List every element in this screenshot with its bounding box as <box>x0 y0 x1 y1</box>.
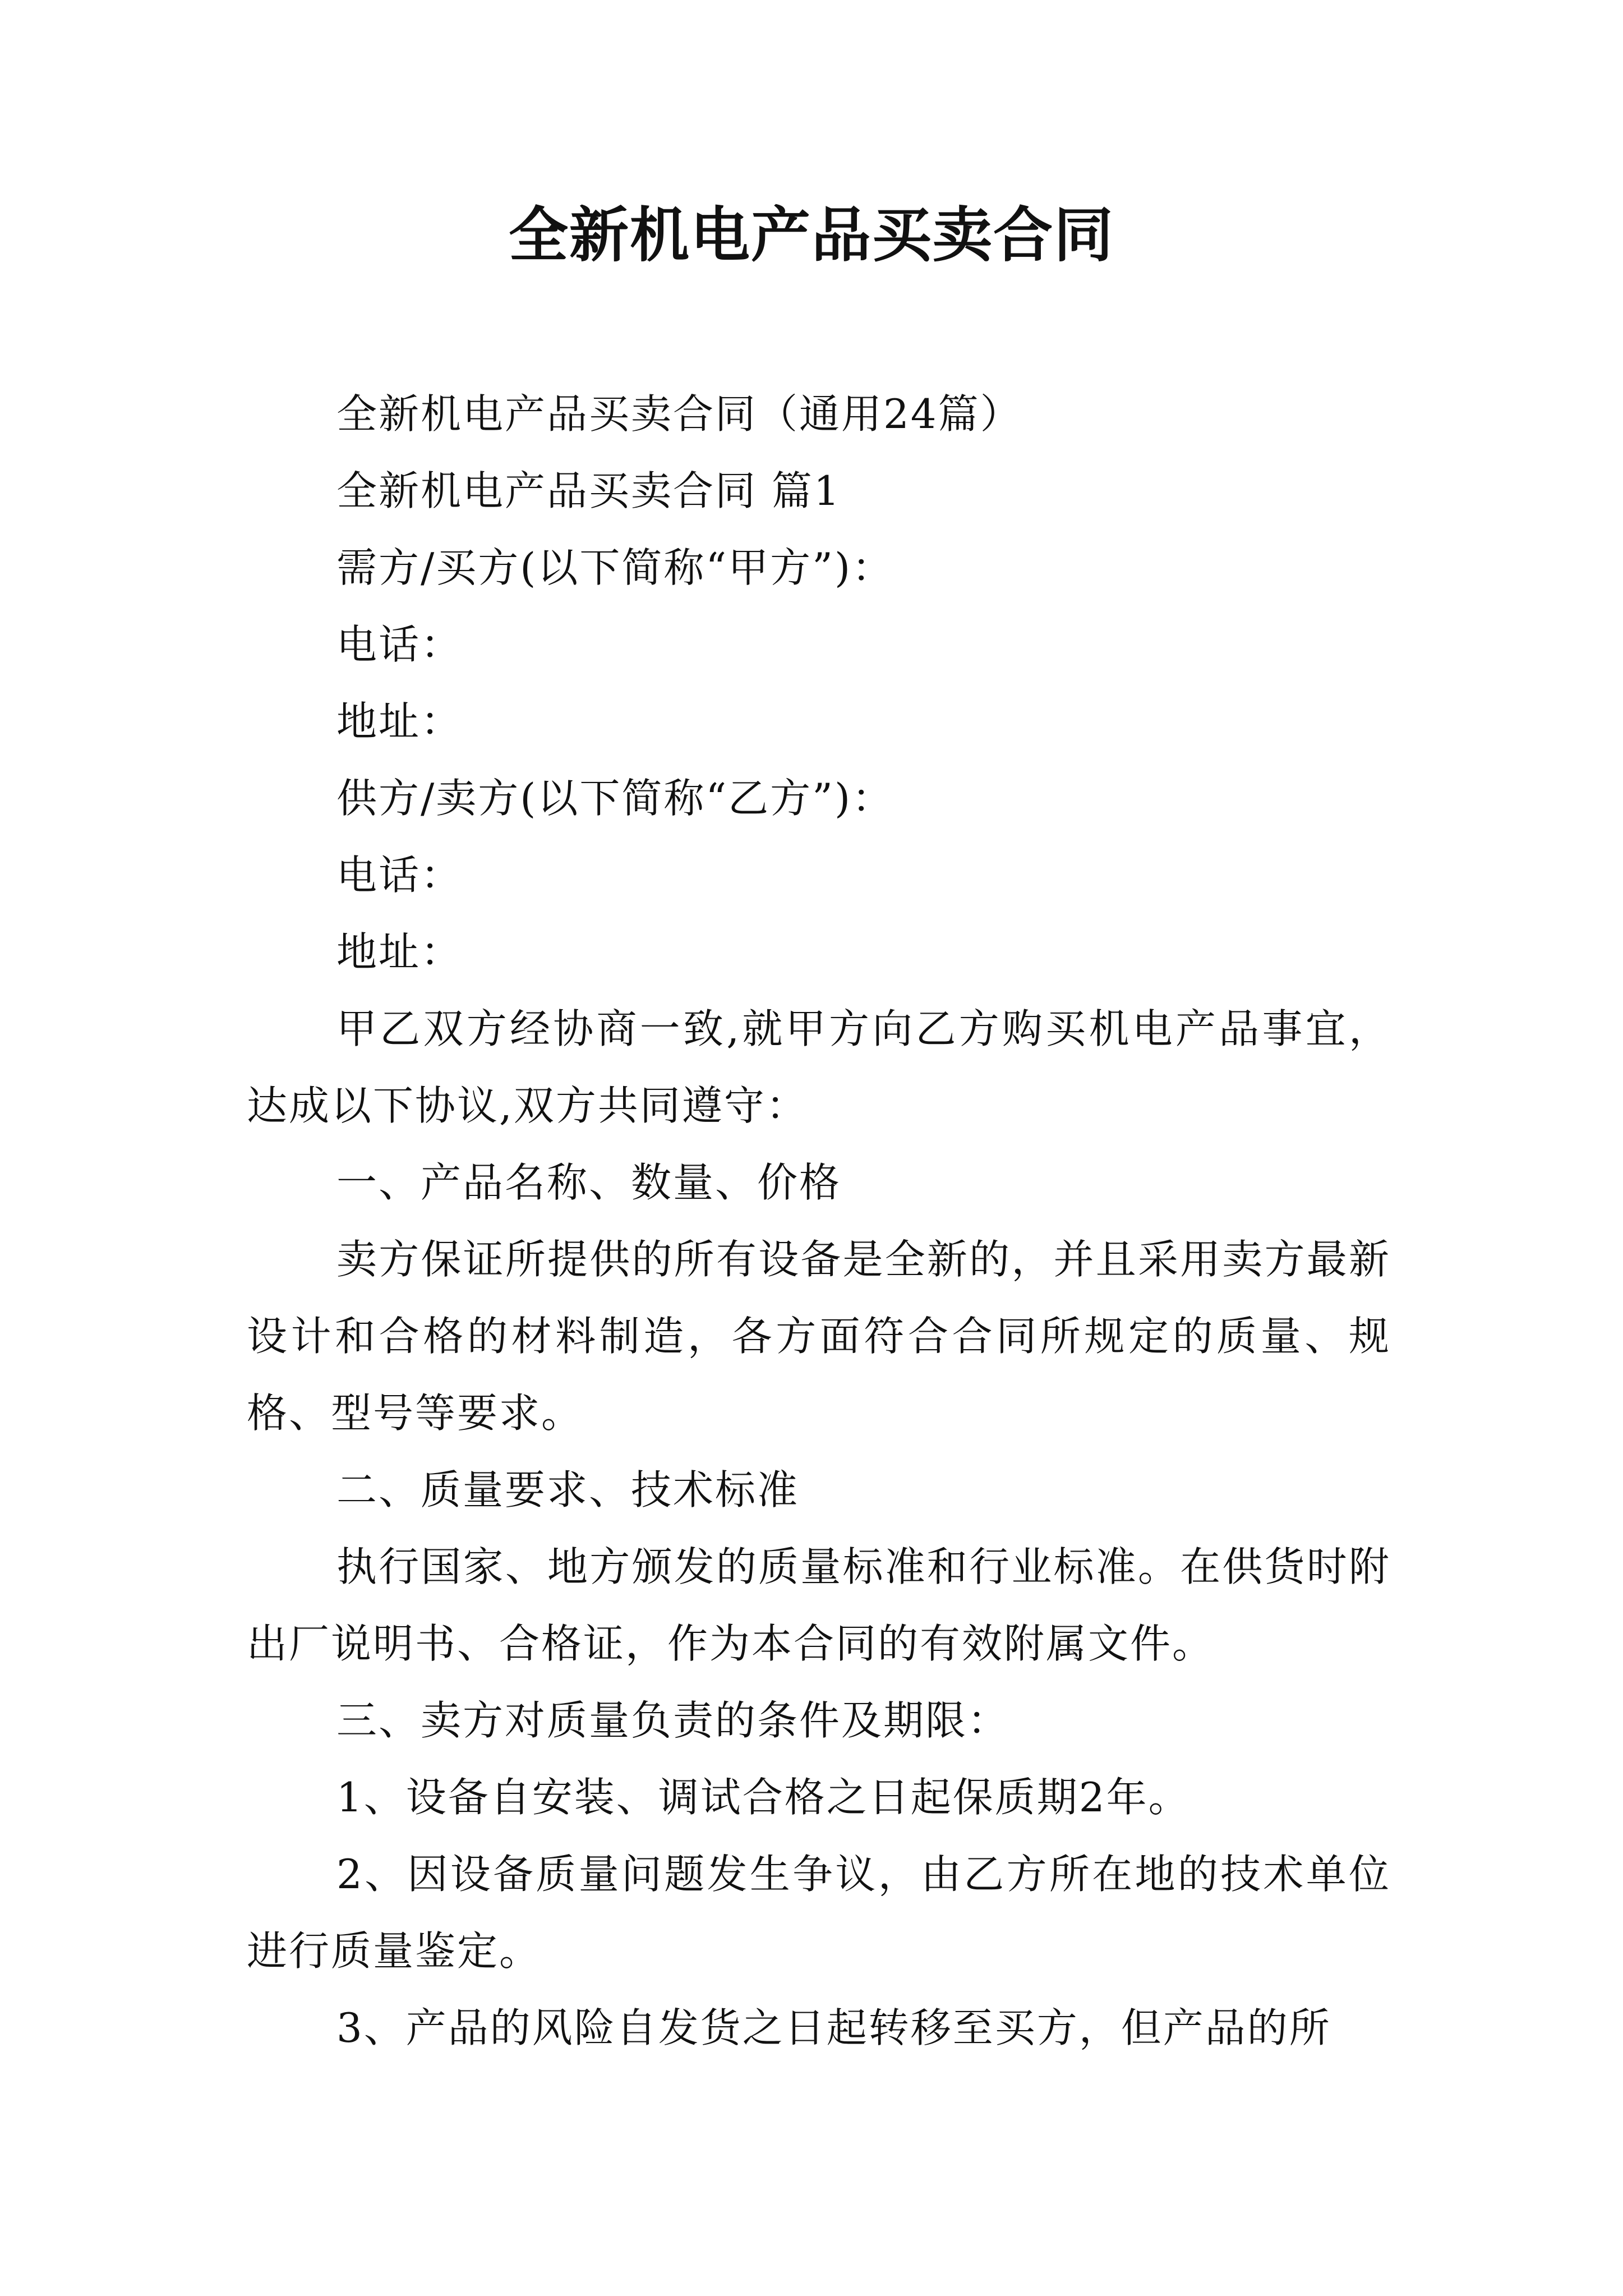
paragraph-section-1: 卖方保证所提供的所有设备是全新的，并且采用卖方最新设计和合格的材料制造，各方面符合合同所规定的质量、规格、型号等要求。 <box>247 1236 1391 1437</box>
paragraph-buyer-phone: 电话： <box>336 621 463 668</box>
paragraph-agreement-intro: 甲乙双方经协商一致,就甲方向乙方购买机电产品事宜，达成以下协议,双方共同遵守： <box>247 1005 1391 1129</box>
paragraph-seller: 供方/卖方(以下简称“乙方”)： <box>336 775 895 822</box>
paragraph-seller-phone: 电话： <box>336 852 463 899</box>
paragraph-buyer-address: 地址： <box>336 698 463 745</box>
paragraph-buyer: 需方/买方(以下简称“甲方”)： <box>336 544 895 591</box>
paragraph-section-2: 执行国家、地方颁发的质量标准和行业标准。在供货时附出厂说明书、合格证，作为本合同的有效附属文件。 <box>247 1543 1391 1667</box>
paragraph-part-1: 全新机电产品买卖合同 篇1 <box>336 467 841 514</box>
document-body <box>247 376 1391 2067</box>
section-heading-3: 三、卖方对质量负责的条件及期限： <box>336 1697 1010 1744</box>
section-heading-1: 一、产品名称、数量、价格 <box>336 1159 842 1206</box>
list-item-3-2: 2、因设备质量问题发生争议，由乙方所在地的技术单位进行质量鉴定。 <box>247 1851 1391 1975</box>
paragraph-heading-compilation: 全新机电产品买卖合同（通用24篇） <box>336 390 1022 438</box>
list-item-3-3: 3、产品的风险自发货之日起转移至买方，但产品的所 <box>336 2004 1331 2051</box>
document-title: 全新机电产品买卖合同 <box>509 201 1114 270</box>
section-heading-2: 二、质量要求、技术标准 <box>336 1466 800 1513</box>
paragraph-seller-address: 地址： <box>336 928 463 976</box>
list-item-3-1: 1、设备自安装、调试合格之日起保质期2年。 <box>336 1774 1191 1821</box>
